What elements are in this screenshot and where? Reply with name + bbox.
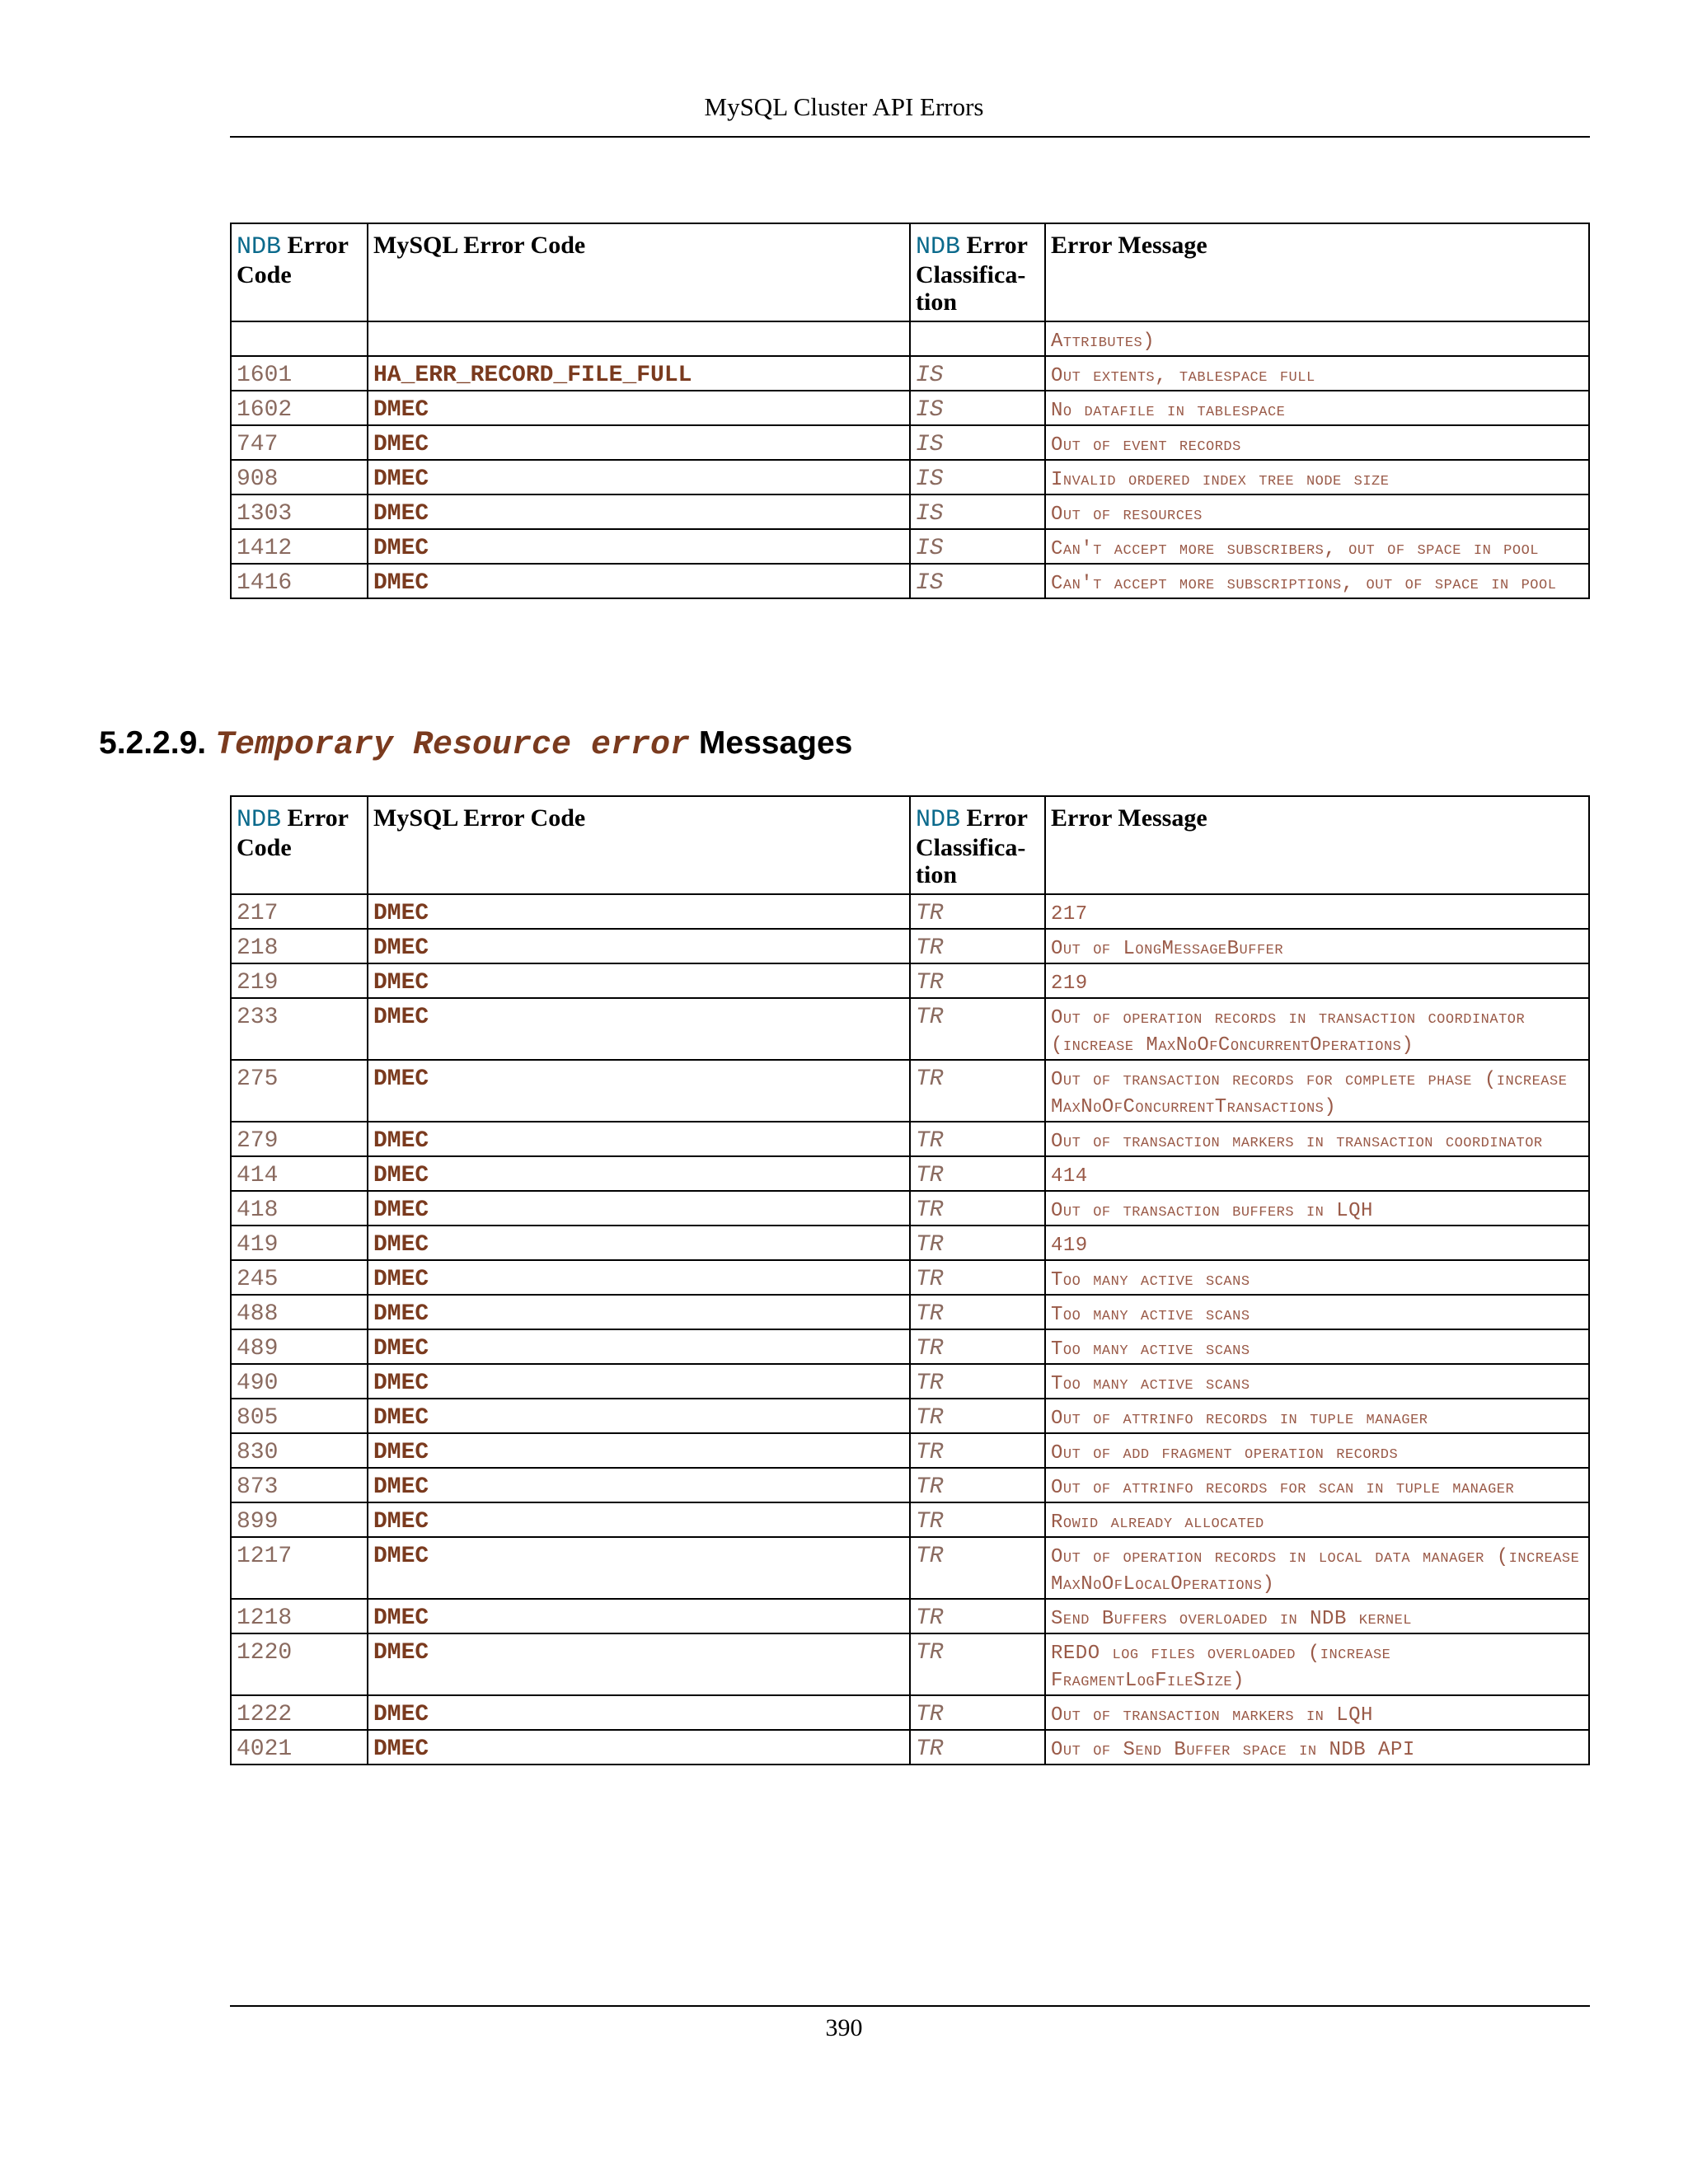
ndb-error-code-cell: 1303: [231, 494, 368, 529]
table-row: [231, 1399, 1589, 1433]
table-header-row: [231, 223, 1589, 321]
classification-label: Error Classifica-tion: [916, 232, 1028, 316]
classification-cell: TR: [910, 1260, 1045, 1295]
ndb-tag: NDB: [916, 233, 961, 261]
ndb-error-code-cell: 490: [231, 1364, 368, 1399]
ndb-error-code-cell: 245: [231, 1260, 368, 1295]
error-message-cell: Out of operation records in transaction coordinator (increase MaxNoOfConcurrentOperations): [1045, 998, 1589, 1060]
table-row: [231, 1060, 1589, 1122]
table-row: [231, 425, 1589, 460]
classification-cell: TR: [910, 1537, 1045, 1599]
error-message-cell: Out of operation records in local data manager (increase MaxNoOfLocalOperations): [1045, 1537, 1589, 1599]
classification-cell: IS: [910, 425, 1045, 460]
error-message-cell: Out of attrinfo records for scan in tuple manager: [1045, 1468, 1589, 1502]
ndb-error-code-cell: 217: [231, 894, 368, 929]
mysql-error-code-cell: DMEC: [368, 1156, 910, 1191]
ndb-error-code-cell: 1220: [231, 1633, 368, 1695]
mysql-error-code-cell: DMEC: [368, 1329, 910, 1364]
error-message-cell: Out of transaction buffers in LQH: [1045, 1191, 1589, 1226]
ndb-error-code-cell: 1222: [231, 1695, 368, 1730]
error-message-cell: 414: [1045, 1156, 1589, 1191]
classification-cell: IS: [910, 529, 1045, 564]
ndb-error-code-cell: 747: [231, 425, 368, 460]
mysql-error-code-cell: DMEC: [368, 1633, 910, 1695]
table-row: [231, 529, 1589, 564]
classification-cell: TR: [910, 963, 1045, 998]
table-row: [231, 1295, 1589, 1329]
ndb-error-code-cell: 1218: [231, 1599, 368, 1633]
ndb-error-code-cell: 4021: [231, 1730, 368, 1765]
classification-cell: TR: [910, 1364, 1045, 1399]
table-row: [231, 1329, 1589, 1364]
mysql-error-code-cell: HA_ERR_RECORD_FILE_FULL: [368, 356, 910, 391]
error-message-cell: Out of attrinfo records in tuple manager: [1045, 1399, 1589, 1433]
table-temporary-resource: [230, 795, 1590, 1765]
ndb-error-code-cell: 873: [231, 1468, 368, 1502]
mysql-error-code-cell: DMEC: [368, 963, 910, 998]
header-rule: [230, 136, 1590, 138]
ndb-error-code-cell: 275: [231, 1060, 368, 1122]
error-message-cell: Can't accept more subscribers, out of space in pool: [1045, 529, 1589, 564]
ndb-error-code-cell: [231, 321, 368, 356]
ndb-error-code-cell: 830: [231, 1433, 368, 1468]
page-header: MySQL Cluster API Errors: [704, 92, 984, 121]
mysql-error-code-cell: DMEC: [368, 460, 910, 494]
table-row: [231, 1695, 1589, 1730]
mysql-error-code-cell: DMEC: [368, 1468, 910, 1502]
ndb-error-code-cell: 1602: [231, 391, 368, 425]
table-header-row: [231, 796, 1589, 894]
table-row: [231, 1433, 1589, 1468]
mysql-error-code-cell: DMEC: [368, 1295, 910, 1329]
mysql-error-code-cell: DMEC: [368, 1260, 910, 1295]
table-row: [231, 963, 1589, 998]
classification-cell: IS: [910, 391, 1045, 425]
table-row: [231, 564, 1589, 598]
mysql-error-code-cell: DMEC: [368, 1060, 910, 1122]
mysql-error-code-cell: DMEC: [368, 1695, 910, 1730]
col-classification: [910, 223, 1045, 321]
error-message-cell: No datafile in tablespace: [1045, 391, 1589, 425]
ndb-error-code-cell: 414: [231, 1156, 368, 1191]
error-message-cell: Out of event records: [1045, 425, 1589, 460]
error-message-cell: 219: [1045, 963, 1589, 998]
error-message-cell: Out of LongMessageBuffer: [1045, 929, 1589, 963]
section-number: 5.2.2.9.: [99, 725, 207, 761]
error-message-cell: Too many active scans: [1045, 1364, 1589, 1399]
table-row: [231, 1599, 1589, 1633]
error-message-cell: REDO log files overloaded (increase FragmentLogFileSize): [1045, 1633, 1589, 1695]
classification-label: Error Classifica-tion: [916, 804, 1028, 888]
classification-cell: TR: [910, 1295, 1045, 1329]
error-message-cell: Attributes): [1045, 321, 1589, 356]
error-message-cell: Out of resources: [1045, 494, 1589, 529]
section-title: [99, 725, 852, 764]
classification-cell: TR: [910, 1191, 1045, 1226]
table-row: [231, 321, 1589, 356]
mysql-error-code-cell: DMEC: [368, 998, 910, 1060]
mysql-error-code-cell: DMEC: [368, 929, 910, 963]
mysql-error-code-cell: DMEC: [368, 1502, 910, 1537]
classification-cell: TR: [910, 1060, 1045, 1122]
table-row: [231, 1260, 1589, 1295]
error-message-cell: Too many active scans: [1045, 1260, 1589, 1295]
ndb-tag: NDB: [237, 806, 282, 834]
col-mysql-error-code: MySQL Error Code: [368, 796, 910, 894]
table-row: [231, 1633, 1589, 1695]
mysql-error-code-cell: DMEC: [368, 425, 910, 460]
classification-cell: TR: [910, 929, 1045, 963]
section-code-title: Temporary Resource error: [214, 727, 691, 764]
classification-cell: TR: [910, 1502, 1045, 1537]
mysql-error-code-cell: DMEC: [368, 494, 910, 529]
classification-cell: TR: [910, 1468, 1045, 1502]
classification-cell: TR: [910, 1156, 1045, 1191]
error-message-cell: Invalid ordered index tree node size: [1045, 460, 1589, 494]
error-message-cell: Out of Send Buffer space in NDB API: [1045, 1730, 1589, 1765]
classification-cell: TR: [910, 1122, 1045, 1156]
col-ndb-error-code: [231, 796, 368, 894]
table-body: [231, 321, 1589, 598]
classification-cell: TR: [910, 998, 1045, 1060]
table-insufficient-space: [230, 223, 1590, 599]
classification-cell: TR: [910, 1226, 1045, 1260]
table-row: [231, 1468, 1589, 1502]
ndb-error-code-cell: 805: [231, 1399, 368, 1433]
ndb-error-code-cell: 908: [231, 460, 368, 494]
mysql-error-code-cell: DMEC: [368, 1364, 910, 1399]
classification-cell: TR: [910, 1399, 1045, 1433]
ndb-error-code-cell: 218: [231, 929, 368, 963]
mysql-error-code-cell: DMEC: [368, 1122, 910, 1156]
error-message-cell: Can't accept more subscriptions, out of space in pool: [1045, 564, 1589, 598]
table-row: [231, 998, 1589, 1060]
error-message-cell: Out of transaction records for complete phase (increase MaxNoOfConcurrentTransactions): [1045, 1060, 1589, 1122]
ndb-error-code-cell: 219: [231, 963, 368, 998]
table-row: [231, 1156, 1589, 1191]
classification-cell: IS: [910, 494, 1045, 529]
error-message-cell: Out of transaction markers in LQH: [1045, 1695, 1589, 1730]
ndb-error-code-cell: 279: [231, 1122, 368, 1156]
ndb-error-code-cell: 1601: [231, 356, 368, 391]
table-row: [231, 1226, 1589, 1260]
col-ndb-error-code: [231, 223, 368, 321]
classification-cell: TR: [910, 1599, 1045, 1633]
col-mysql-error-code: MySQL Error Code: [368, 223, 910, 321]
table-row: [231, 1502, 1589, 1537]
ndb-error-code-cell: 418: [231, 1191, 368, 1226]
mysql-error-code-cell: DMEC: [368, 1599, 910, 1633]
error-message-cell: Out of transaction markers in transaction coordinator: [1045, 1122, 1589, 1156]
ndb-error-code-cell: 233: [231, 998, 368, 1060]
classification-cell: IS: [910, 356, 1045, 391]
error-message-cell: 419: [1045, 1226, 1589, 1260]
page-number: 390: [825, 2014, 863, 2041]
ndb-tag: NDB: [916, 806, 961, 834]
ndb-code-label: Error Code: [237, 232, 349, 288]
table-row: [231, 1537, 1589, 1599]
error-message-cell: 217: [1045, 894, 1589, 929]
table-row: [231, 460, 1589, 494]
mysql-error-code-cell: DMEC: [368, 1226, 910, 1260]
classification-cell: TR: [910, 1695, 1045, 1730]
section-suffix: Messages: [698, 725, 853, 761]
table-row: [231, 1122, 1589, 1156]
classification-cell: TR: [910, 1329, 1045, 1364]
table-row: [231, 1191, 1589, 1226]
mysql-error-code-cell: DMEC: [368, 1730, 910, 1765]
error-message-cell: Send Buffers overloaded in NDB kernel: [1045, 1599, 1589, 1633]
mysql-error-code-cell: DMEC: [368, 1399, 910, 1433]
mysql-error-code-cell: DMEC: [368, 529, 910, 564]
mysql-error-code-cell: DMEC: [368, 1433, 910, 1468]
footer-rule: [230, 2005, 1590, 2007]
table-body: [231, 894, 1589, 1765]
table-row: [231, 356, 1589, 391]
classification-cell: TR: [910, 1730, 1045, 1765]
table-row: [231, 1730, 1589, 1765]
col-error-message: Error Message: [1045, 796, 1589, 894]
classification-cell: TR: [910, 1633, 1045, 1695]
error-message-cell: Too many active scans: [1045, 1295, 1589, 1329]
ndb-error-code-cell: 489: [231, 1329, 368, 1364]
ndb-tag: NDB: [237, 233, 282, 261]
col-classification: [910, 796, 1045, 894]
table-row: [231, 494, 1589, 529]
ndb-error-code-cell: 1412: [231, 529, 368, 564]
classification-cell: TR: [910, 894, 1045, 929]
error-message-cell: Too many active scans: [1045, 1329, 1589, 1364]
ndb-error-code-cell: 1217: [231, 1537, 368, 1599]
mysql-error-code-cell: DMEC: [368, 1537, 910, 1599]
table-row: [231, 894, 1589, 929]
error-message-cell: Out of add fragment operation records: [1045, 1433, 1589, 1468]
mysql-error-code-cell: DMEC: [368, 564, 910, 598]
mysql-error-code-cell: DMEC: [368, 391, 910, 425]
table-row: [231, 929, 1589, 963]
ndb-error-code-cell: 899: [231, 1502, 368, 1537]
ndb-code-label: Error Code: [237, 804, 349, 861]
ndb-error-code-cell: 488: [231, 1295, 368, 1329]
mysql-error-code-cell: DMEC: [368, 1191, 910, 1226]
mysql-error-code-cell: DMEC: [368, 894, 910, 929]
table-row: [231, 1364, 1589, 1399]
mysql-error-code-cell: [368, 321, 910, 356]
classification-cell: IS: [910, 460, 1045, 494]
ndb-error-code-cell: 1416: [231, 564, 368, 598]
classification-cell: [910, 321, 1045, 356]
table-row: [231, 391, 1589, 425]
ndb-error-code-cell: 419: [231, 1226, 368, 1260]
classification-cell: TR: [910, 1433, 1045, 1468]
classification-cell: IS: [910, 564, 1045, 598]
error-message-cell: Out extents, tablespace full: [1045, 356, 1589, 391]
error-message-cell: Rowid already allocated: [1045, 1502, 1589, 1537]
col-error-message: Error Message: [1045, 223, 1589, 321]
